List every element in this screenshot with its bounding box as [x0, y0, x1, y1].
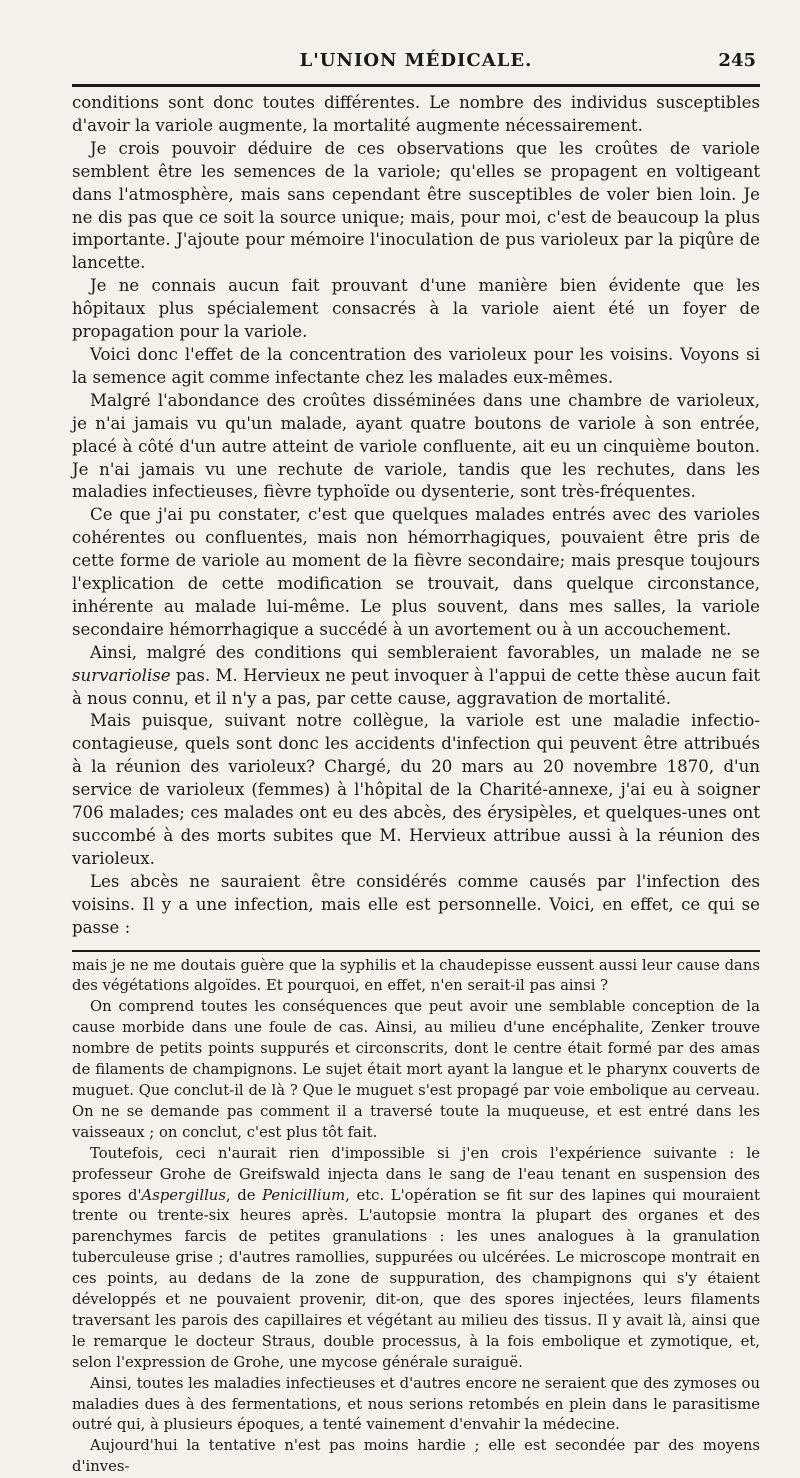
paragraph: conditions sont donc toutes différentes. Le nombre des individus susceptibles d'avoir la variole augmente, la mortalité augmente nécessairement. [72, 93, 760, 135]
paragraph [72, 642, 760, 711]
footnote-paragraph [72, 1144, 760, 1374]
text-run: Toutefois, ceci n'aurait rien d'impossible si j'en crois l'expérience suivante : le professeur Grohe de Greifswald injecta dans le sang de l'eau tenant en suspension des spores d' [72, 1144, 760, 1204]
footnote-paragraph: mais je ne me doutais guère que la syphilis et la chaudepisse eussent aussi leur cause dans des végétations algoïdes. Et pourquoi, en effet, n'en serait-il pas ainsi ? [72, 956, 760, 995]
running-header [72, 0, 760, 76]
paragraph: Les abcès ne sauraient être considérés comme causés par l'infection des voisins. Il y a une infection, mais elle est personnelle. Voici, en effet, ce qui se passe : [72, 871, 760, 937]
footnote-paragraph: Ainsi, toutes les maladies infectieuses et d'autres encore ne seraient que des zymoses ou maladies dues à des fermentations, et nous serions retombés en plein dans le parasitisme outré qui, à plusieurs époques, a tenté vainement d'envahir la médecine. [72, 1374, 760, 1434]
footnote-rule [72, 950, 760, 952]
paragraph: Ce que j'ai pu constater, c'est que quelques malades entrés avec des varioles cohérentes ou confluentes, mais non hémorrhagiques, pouvaient être pris de cette forme de variole au moment de la fièvre secondaire; mais presque toujours l'explication de cette modification se trouvait, dans quelque circonstance, inhérente au malade lui-même. Le plus souvent, dans mes salles, la variole secondaire hémorrhagique a succédé à un avortement ou à un accouchement. [72, 505, 760, 639]
footnote-paragraph: Aujourd'hui la tentative n'est pas moins hardie ; elle est secondée par des moyens d'inves- [72, 1437, 760, 1476]
text-run: pas. M. Hervieux ne peut invoquer à l'appui de cette thèse aucun fait à nous connu, et il n'y a pas, par cette cause, aggravation de mortalité. [72, 665, 760, 708]
text-run: , de [225, 1186, 263, 1204]
paragraph: Je crois pouvoir déduire de ces observations que les croûtes de variole semblent être les semences de la variole; qu'elles se propagent en voltigeant dans l'atmosphère, mais sans cependant être susceptibles de voler bien loin. Je ne dis pas que ce soit la source unique; mais, pour moi, c'est de beaucoup la plus importante. J'ajoute pour mémoire l'inoculation de pus varioleux par la piqûre de lancette. [72, 138, 760, 273]
italic-term: survariolise [72, 665, 171, 685]
text-run: , etc. L'opération se fit sur des lapines qui mouraient trente ou trente-six heures après. L'autopsie montra la plupart des organes et des parenchymes farcis de petites granulations : les unes analogues à la granulation tuberculeuse grise ; d'autres ramollies, suppurées ou ulcérées. Le microscope montrait en ces points, au dedans de la zone de suppuration, des champignons qui s'y étaient développés et ne pouvaient provenir, dit-on, que des spores injectées, leurs filaments traversant les parois des capillaires et végétant au milieu des tissus. Il y avait là, ainsi que le remarque le docteur Straus, double processus, à la fois embolique et zymotique, et, selon l'expression de Grohe, une mycose générale suraiguë. [72, 1186, 760, 1371]
paragraph: Mais puisque, suivant notre collègue, la variole est une maladie infectio-contagieuse, quels sont donc les accidents d'infection qui peuvent être attribués à la réunion des varioleux? Chargé, du 20 mars au 20 novembre 1870, d'un service de varioleux (femmes) à l'hôpital de la Charité-annexe, j'ai eu à soigner 706 malades; ces malades ont eu des abcès, des érysipèles, et quelques-unes ont succombé à des morts subites que M. Hervieux attribue aussi à la réunion des varioleux. [72, 711, 760, 868]
italic-term: Penicillium [262, 1186, 346, 1204]
italic-term: Aspergillus [141, 1186, 226, 1204]
footnotes [72, 956, 760, 1478]
footnote-paragraph: On comprend toutes les conséquences que peut avoir une semblable conception de la cause morbide dans une foule de cas. Ainsi, au milieu d'une encéphalite, Zenker trouve nombre de petits points suppurés et circonscrits, dont le centre était formé par des amas de filaments de champignons. Le sujet était mort ayant la langue et le pharynx couverts de muguet. Que conclut-il de là ? Que le muguet s'est propagé par voie embolique au cerveau. On ne se demande pas comment il a traversé toute la muqueuse, et est entré dans les vaisseaux ; on conclut, c'est plus tôt fait. [72, 998, 760, 1141]
page-number: 245 [718, 50, 756, 71]
paragraph: Voici donc l'effet de la concentration des varioleux pour les voisins. Voyons si la semence agit comme infectante chez les malades eux-mêmes. [72, 344, 760, 387]
main-text [72, 92, 760, 940]
paragraph: Malgré l'abondance des croûtes disséminées dans une chambre de varioleux, je n'ai jamais vu qu'un malade, ayant quatre boutons de variole à son entrée, placé à côté d'un autre atteint de variole confluente, ait eu un cinquième bouton. Je n'ai jamais vu une rechute de variole, tandis que les rechutes, dans les maladies infectieuses, fièvre typhoïde ou dysenterie, sont très-fréquentes. [72, 390, 760, 502]
paragraph: Je ne connais aucun fait prouvant d'une manière bien évidente que les hôpitaux plus spécialement consacrés à la variole aient été un foyer de propagation pour la variole. [72, 276, 760, 342]
journal-title: L'UNION MÉDICALE. [299, 50, 533, 71]
header-rule [72, 84, 760, 87]
text-run: Ainsi, malgré des conditions qui sembleraient favorables, un malade ne se [90, 642, 760, 662]
